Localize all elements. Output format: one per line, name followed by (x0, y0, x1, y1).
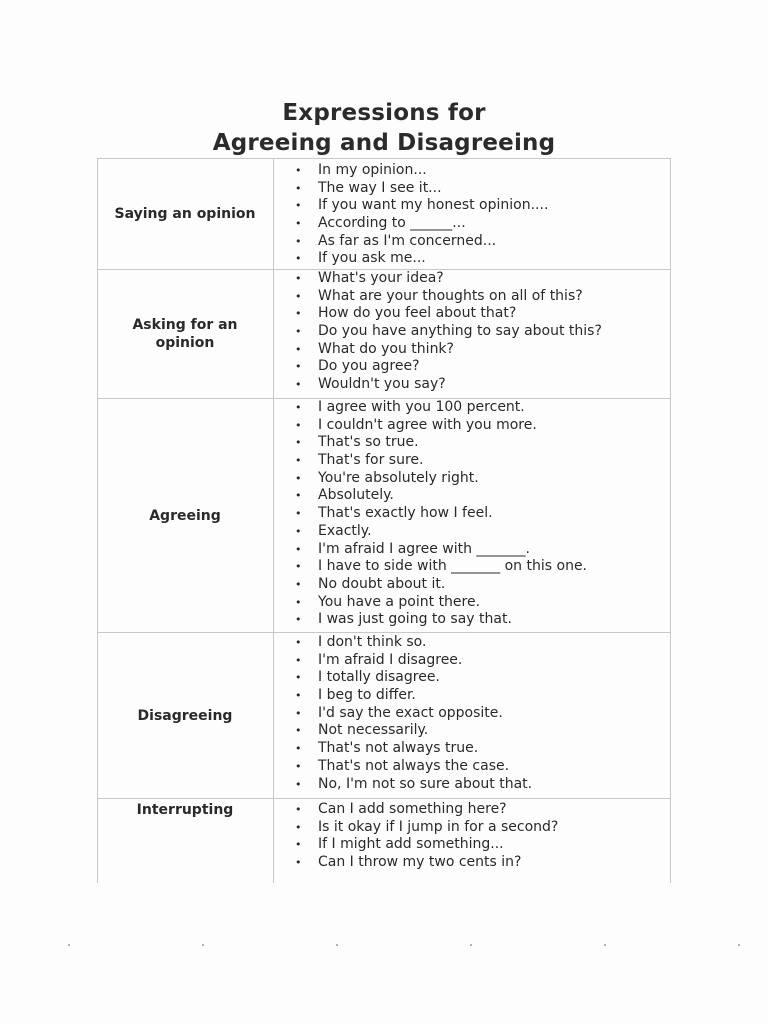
scan-speck (604, 944, 606, 946)
expression-item: • What do you think? (295, 341, 602, 359)
expression-item: • Do you have anything to say about this? (295, 323, 602, 341)
table-row-agreeing (97, 398, 671, 632)
expression-item: • I'd say the exact opposite. (295, 705, 532, 723)
expression-item: • If I might add something... (295, 836, 558, 854)
expression-item: • How do you feel about that? (295, 305, 602, 323)
scan-speck (68, 944, 70, 946)
expression-item: • Absolutely. (295, 487, 587, 505)
table-row-disagreeing (97, 632, 671, 798)
expression-item: • I'm afraid I disagree. (295, 652, 532, 670)
expression-item: • No doubt about it. (295, 576, 587, 594)
expression-item: • If you ask me... (295, 250, 548, 268)
expression-list (295, 162, 548, 268)
scan-speck (738, 944, 740, 946)
row-label: Asking for an opinion (132, 317, 238, 351)
expression-item: • According to ______... (295, 215, 548, 233)
expression-item: • In my opinion... (295, 162, 548, 180)
expression-item: • I don't think so. (295, 634, 532, 652)
expression-item: • Exactly. (295, 523, 587, 541)
table-row-saying-an-opinion (97, 158, 671, 269)
expression-item: • I agree with you 100 percent. (295, 399, 587, 417)
expression-item: • I beg to differ. (295, 687, 532, 705)
expression-item: • I couldn't agree with you more. (295, 417, 587, 435)
expression-item: • The way I see it... (295, 180, 548, 198)
expression-list (295, 270, 602, 394)
expression-list (295, 801, 558, 872)
expression-item: • What's your idea? (295, 270, 602, 288)
expression-item: • I have to side with _______ on this one. (295, 558, 587, 576)
scan-speck (336, 944, 338, 946)
row-label: Disagreeing (137, 708, 233, 724)
expression-item: • No, I'm not so sure about that. (295, 776, 532, 794)
expression-item: • You're absolutely right. (295, 470, 587, 488)
table-row-asking-for-an-opinion (97, 269, 671, 398)
page-title-line-1: Expressions for (282, 100, 486, 126)
expression-item: • As far as I'm concerned... (295, 233, 548, 251)
scan-speck (470, 944, 472, 946)
expression-list (295, 634, 532, 793)
expression-item: • I was just going to say that. (295, 611, 587, 629)
expression-item: • Can I throw my two cents in? (295, 854, 558, 872)
expression-item: • Not necessarily. (295, 722, 532, 740)
expression-item: • Is it okay if I jump in for a second? (295, 819, 558, 837)
expression-item: • I totally disagree. (295, 669, 532, 687)
scan-speck (202, 944, 204, 946)
expressions-table (97, 158, 671, 883)
expression-item: • That's so true. (295, 434, 587, 452)
expression-item: • That's for sure. (295, 452, 587, 470)
expression-item: • That's exactly how I feel. (295, 505, 587, 523)
expression-item: • I'm afraid I agree with _______. (295, 541, 587, 559)
page-title-line-2: Agreeing and Disagreeing (212, 130, 556, 156)
row-label: Interrupting (136, 802, 234, 818)
row-label: Agreeing (149, 508, 221, 524)
expression-item: • You have a point there. (295, 594, 587, 612)
row-label: Saying an opinion (114, 206, 256, 222)
expression-item: • Wouldn't you say? (295, 376, 602, 394)
expression-item: • What are your thoughts on all of this? (295, 288, 602, 306)
expression-item: • Can I add something here? (295, 801, 558, 819)
expression-item: • That's not always the case. (295, 758, 532, 776)
expression-item: • If you want my honest opinion.... (295, 197, 548, 215)
expression-item: • Do you agree? (295, 358, 602, 376)
expression-list (295, 399, 587, 629)
table-row-interrupting (97, 798, 671, 883)
expression-item: • That's not always true. (295, 740, 532, 758)
